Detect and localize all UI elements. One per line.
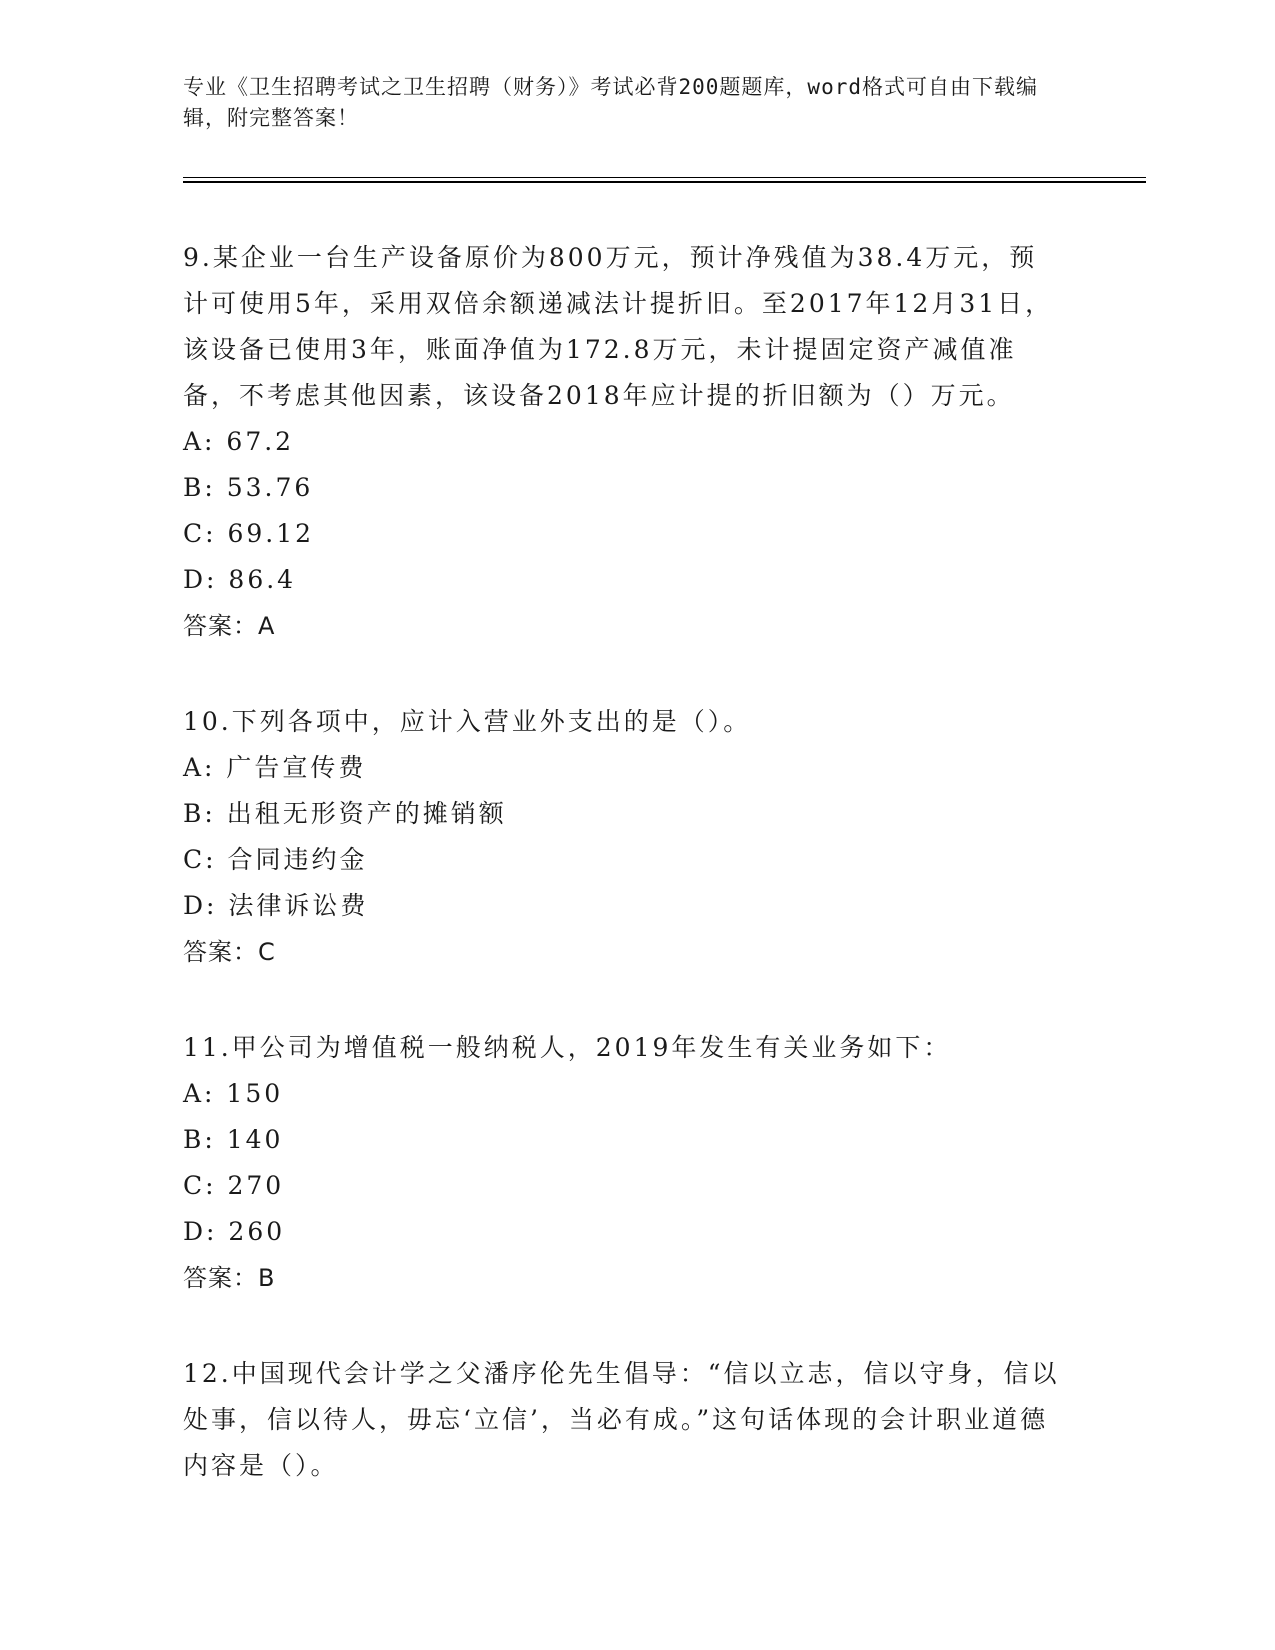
- header-divider-thick: [183, 181, 1146, 183]
- option-d: D: 260: [183, 1217, 286, 1246]
- option-d: D: 法律诉讼费: [183, 891, 369, 920]
- question-stem: 12.中国现代会计学之父潘序伦先生倡导：“信以立志，信以守身，信以处事，信以待人，毋忘‘立信’，当必有成。”这句话体现的会计职业道德内容是（）。: [183, 1359, 1060, 1480]
- answer-line: 答案：C: [183, 938, 276, 966]
- question-10: [183, 699, 1063, 975]
- question-12: [183, 1351, 1063, 1489]
- option-b: B: 140: [183, 1125, 284, 1154]
- option-c: C: 合同违约金: [183, 845, 368, 874]
- question-stem: 9.某企业一台生产设备原价为800万元，预计净残值为38.4万元，预计可使用5年，采用双倍余额递减法计提折旧。至2017年12月31日，该设备已使用3年，账面净值为172.8万元，未计提固定资产减值准备，不考虑其他因素，该设备2018年应计提的折旧额为（）万元。: [183, 243, 1054, 410]
- option-d: D: 86.4: [183, 565, 297, 594]
- option-a: A: 67.2: [183, 427, 295, 456]
- document-header: 专业《卫生招聘考试之卫生招聘（财务）》考试必背200题题库，word格式可自由下载编辑，附完整答案！: [183, 75, 1038, 130]
- option-c: C: 69.12: [183, 519, 315, 548]
- question-9: [183, 235, 1063, 649]
- option-a: A: 广告宣传费: [183, 753, 367, 782]
- answer-line: 答案：A: [183, 612, 276, 640]
- option-b: B: 53.76: [183, 473, 314, 502]
- question-list: [183, 235, 1063, 1539]
- option-c: C: 270: [183, 1171, 285, 1200]
- question-stem: 11.甲公司为增值税一般纳税人，2019年发生有关业务如下：: [183, 1033, 952, 1062]
- header-divider-thin: [183, 177, 1146, 178]
- option-b: B: 出租无形资产的摊销额: [183, 799, 507, 828]
- answer-line: 答案：B: [183, 1264, 276, 1292]
- question-stem: 10.下列各项中，应计入营业外支出的是（）。: [183, 707, 752, 736]
- option-a: A: 150: [183, 1079, 284, 1108]
- question-11: [183, 1025, 1063, 1301]
